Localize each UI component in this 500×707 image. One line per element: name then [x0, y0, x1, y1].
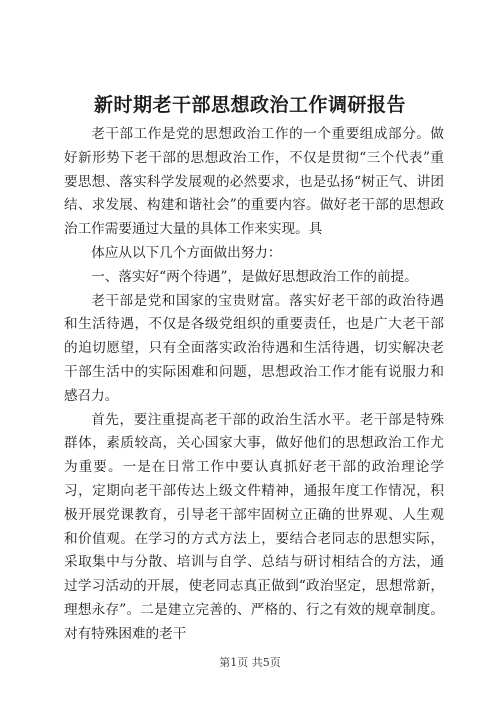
paragraph-intro: 老干部工作是党的思想政治工作的一个重要组成部分。做好新形势下老干部的思想政治工作，不仅是贯彻“三个代表”重要思想、落实科学发展观的必然要求，也是弘扬“树正气、讲团结、求发展、构建和谐社会”的重要内容。做好老干部的思想政治工作需要通过大量的具体工作来实现。具	[64, 126, 444, 238]
paragraph-lead-in: 体应从以下几个方面做出努力：	[91, 244, 282, 261]
document-title: 新时期老干部思想政治工作调研报告	[93, 94, 406, 116]
document-body	[64, 123, 444, 647]
section-heading-one: 一、落实好“两个待遇”，是做好思想政治工作的前提。	[91, 268, 418, 285]
page-number-footer: 第1页 共5页	[219, 656, 281, 669]
paragraph-treatment: 老干部是党和国家的宝贵财富。落实好老干部的政治待遇和生活待遇，不仅是各级党组织的重要责任，也是广大老干部的迫切愿望，只有全面落实政治待遇和生活待遇，切实解决老干部生活中的实际困难和问题，思想政治工作才能有说服力和感召力。	[64, 292, 444, 404]
paragraph-political-life: 首先，要注重提高老干部的政治生活水平。老干部是特殊群体，素质较高，关心国家大事，做好他们的思想政治工作尤为重要。一是在日常工作中要认真抓好老干部的政治理论学习，定期向老干部传达上级文件精神，通报年度工作情况，积极开展党课教育，引导老干部牢固树立正确的世界观、人生观和价值观。在学习的方式方法上，要结合老同志的思想实际，采取集中与分散、培训与自学、总结与研讨相结合的方法，通过学习活动的开展，使老同志真正做到“政治坚定，思想常新，理想永存”。二是建立完善的、严格的、行之有效的规章制度。对有特殊困难的老干	[64, 411, 444, 642]
